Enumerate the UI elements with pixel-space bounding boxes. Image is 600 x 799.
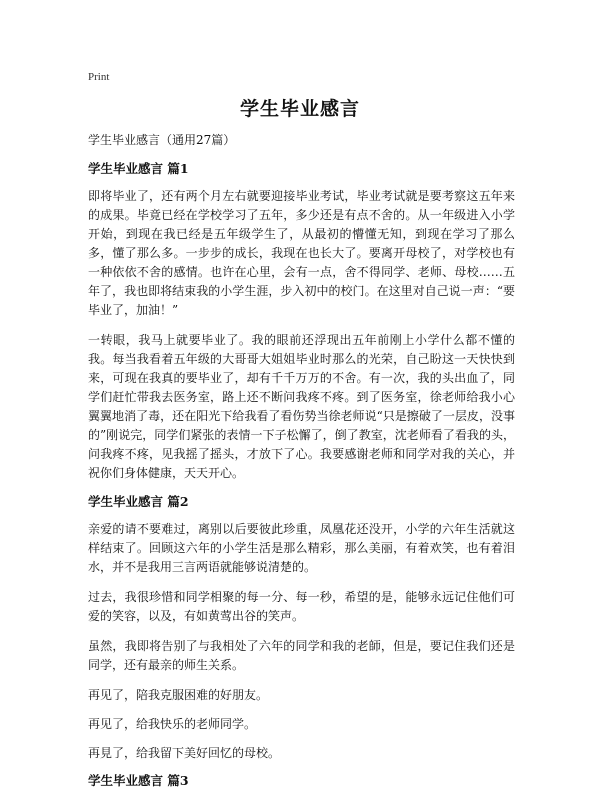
page-title: 学生毕业感言 (239, 98, 360, 120)
document-body (88, 132, 515, 799)
section-heading-3: 学生毕业感言 篇3 (88, 773, 189, 788)
paragraph: 虽然，我即将告别了与我相处了六年的同学和我的老師，但是，要记住我们还是同学，还有最亲的师生关系。 (88, 639, 515, 672)
paragraph: 亲爱的请不要难过，离别以后要彼此珍重，凤凰花还没开，小学的六年生活就这样结束了。回顾这六年的小学生活是那么精彩，那么美丽，有着欢笑，也有着泪水，并不是我用三言两语就能够说清楚的。 (88, 522, 515, 574)
print-link[interactable]: Print (88, 71, 110, 83)
paragraph: 再見了，给我留下美好回忆的母校。 (88, 746, 281, 760)
paragraph: 再见了，陪我克服困难的好朋友。 (88, 688, 269, 702)
paragraph: 即将毕业了，还有两个月左右就要迎接毕业考试，毕业考试就是要考察这五年来的成果。毕竟已经在学校学习了五年，多少还是有点不舍的。从一年级进入小学开始，到现在我已经是五年级学生了，从最初的懵懂无知，到现在学习了那么多，懂了那么多。一步步的成长，我现在也长大了。要离开母校了，对学校也有一种依依不舍的感情。也许在心里，会有一点，舍不得同学、老师、母校……五年了，我也即将结束我的小学生涯，步入初中的校门。在这里对自己说一声：“要毕业了，加油！” (88, 189, 515, 317)
paragraph: 一转眼，我马上就要毕业了。我的眼前还浮现出五年前刚上小学什么都不懂的我。每当我看着五年级的大哥哥大姐姐毕业时那么的光荣，自己盼这一天快快到来，可现在我真的要毕业了，却有千千万万的不舍。有一次，我的头出血了，同学们赶忙带我去医务室，路上还不断问我疼不疼。到了医务室，徐老师给我小心翼翼地消了毒，还在阳光下给我看了看伤势当徐老师说“只是擦破了一层皮，没事的”刚说完，同学们紧张的表情一下子松懈了，倒了教室，沈老师看了看我的头，问我疼不疼，见我摇了摇头，才放下了心。我要感谢老师和同学对我的关心，并祝你们身体健康，天天开心。 (88, 333, 515, 480)
paragraph: 再见了，给我快乐的老师同学。 (88, 717, 257, 731)
section-heading-1: 学生毕业感言 篇1 (88, 161, 189, 176)
section-heading-2: 学生毕业感言 篇2 (88, 494, 189, 509)
paragraph: 过去，我很珍惜和同学相聚的每一分、每一秒，希望的是，能够永远记住他们可爱的笑容，以及，有如黄莺出谷的笑声。 (88, 590, 515, 623)
document-subtitle: 学生毕业感言（通用27篇） (88, 133, 236, 147)
